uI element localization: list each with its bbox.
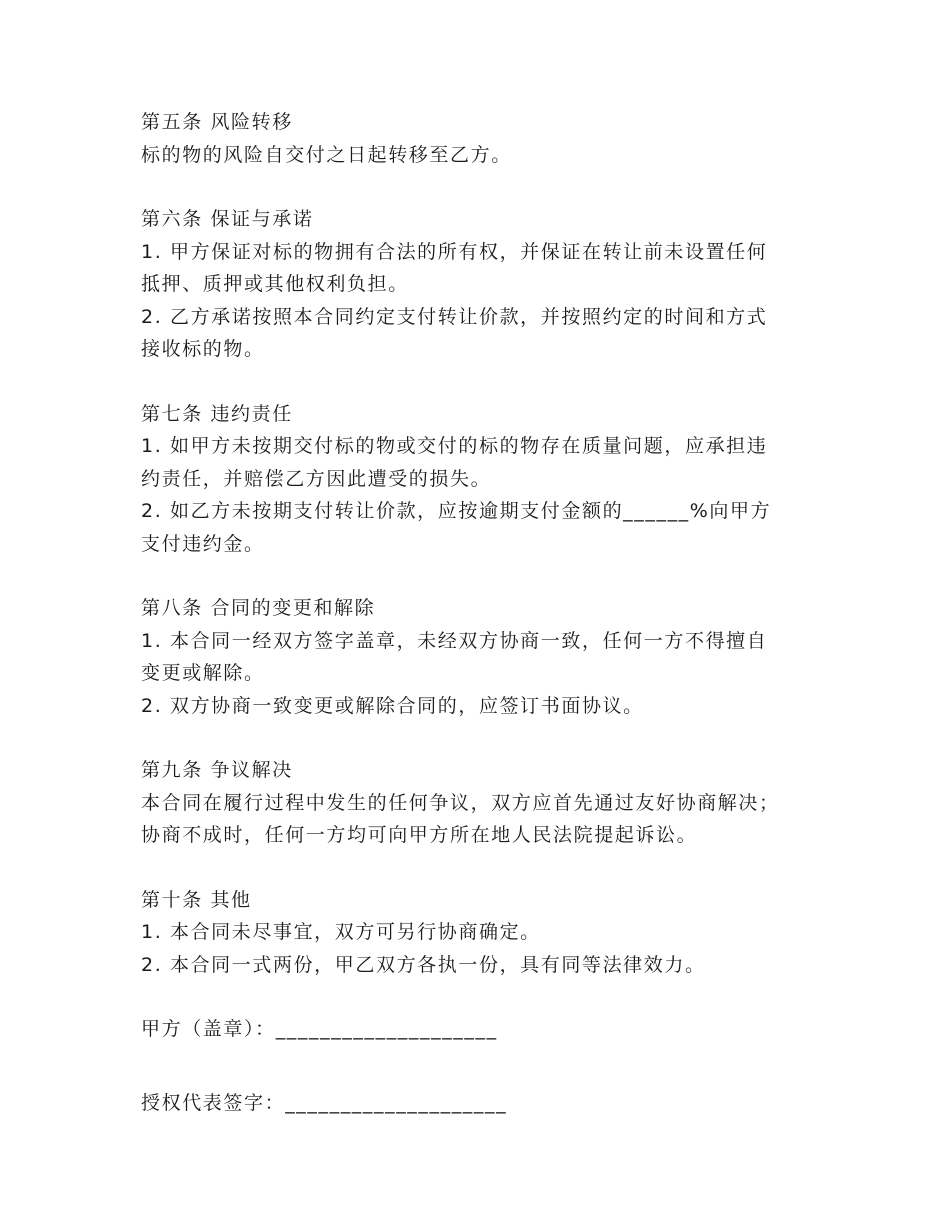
article-heading: 第九条 争议解决 — [141, 759, 293, 781]
article-text: 1. 如甲方未按期交付标的物或交付的标的物存在质量问题，应承担违 — [141, 435, 768, 457]
article-heading: 第七条 违约责任 — [141, 402, 293, 425]
article-10 — [141, 884, 841, 982]
article-heading: 第六条 保证与承诺 — [141, 208, 314, 230]
article-text: 约责任，并赔偿乙方因此遭受的损失。 — [141, 467, 492, 490]
signature-block — [141, 1013, 841, 1119]
article-5 — [141, 106, 841, 171]
article-text: 2. 双方协商一致变更或解除合同的，应签订书面协议。 — [141, 694, 644, 717]
article-text: 2. 乙方承诺按照本合同约定支付转让价款，并按照约定的时间和方式 — [141, 305, 768, 328]
article-text: 标的物的风险自交付之日起转移至乙方。 — [141, 143, 512, 166]
party-a-seal-field: 甲方（盖章）：____________________ — [141, 1018, 498, 1040]
article-text: 2. 本合同一式两份，甲乙双方各执一份，具有同等法律效力。 — [141, 953, 706, 976]
article-text: 协商不成时，任何一方均可向甲方所在地人民法院提起诉讼。 — [141, 824, 698, 846]
article-8 — [141, 592, 841, 722]
article-text: 2. 如乙方未按期支付转让价款，应按逾期支付金额的______%向甲方 — [141, 500, 772, 522]
article-text: 支付违约金。 — [141, 532, 265, 555]
article-text: 本合同在履行过程中发生的任何争议，双方应首先通过友好协商解决； — [141, 791, 780, 814]
article-heading: 第十条 其他 — [141, 888, 252, 911]
article-text: 变更或解除。 — [141, 662, 265, 684]
article-heading: 第八条 合同的变更和解除 — [141, 597, 376, 619]
article-text: 1. 甲方保证对标的物拥有合法的所有权，并保证在转让前未设置任何 — [141, 240, 768, 263]
article-heading: 第五条 风险转移 — [141, 111, 293, 133]
article-7 — [141, 398, 841, 561]
contract-page — [141, 106, 841, 1160]
article-text: 抵押、质押或其他权利负担。 — [141, 273, 409, 295]
article-text: 1. 本合同未尽事宜，双方可另行协商确定。 — [141, 921, 541, 943]
article-text: 接收标的物。 — [141, 338, 265, 360]
article-9 — [141, 754, 841, 852]
article-text: 1. 本合同一经双方签字盖章，未经双方协商一致，任何一方不得擅自 — [141, 629, 768, 652]
article-6 — [141, 203, 841, 366]
representative-signature-field: 授权代表签字：____________________ — [141, 1091, 508, 1114]
